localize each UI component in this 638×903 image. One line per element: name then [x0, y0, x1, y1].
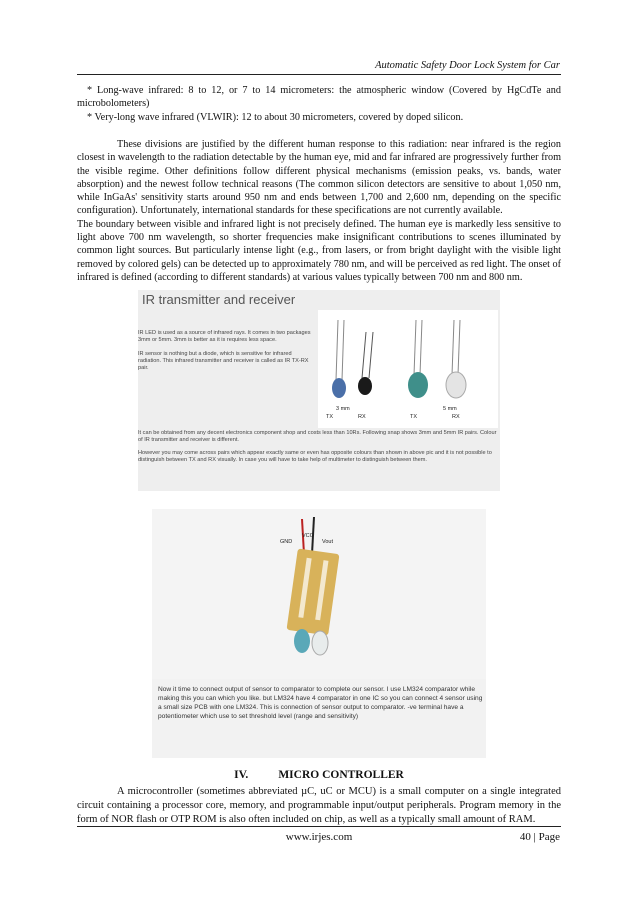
footer-rule: [77, 826, 561, 827]
bullet-list: [77, 84, 561, 124]
paragraph-microcontroller: A microcontroller (sometimes abbreviated µC, uC or MCU) is a small computer on a single integrated circuit containing a processor core, memory, and programmable input/output peripherals. Program memory in the form of NOR flash or OTP ROM is also often included on chip, as well as a typically small amount of RAM.: [77, 786, 561, 825]
header-rule: [77, 74, 561, 75]
label-vcc: VCC: [302, 533, 314, 539]
paragraph-boundary: The boundary between visible and infrared light is not precisely defined. The human eye is markedly less sensitive to light above 700 nm wavelength, so shorter frequencies make insignificant contributions to scenes illuminated by common light sources. But particularly intense light (e.g., from lasers, or from bright daylight with the visible light removed by colored gels) can be detected up to approximately 780 nm, and will be perceived as red light. The onset of infrared is defined (according to different standards) at various values typically between 700 nm and 800 nm.: [77, 218, 561, 283]
figure-title: IR transmitter and receiver: [142, 292, 296, 307]
distinguish-text: However you may come across pairs which appear exactly same or even has opposite colours than shown in above pic and it is not possible to distinguish between TX and RX visually. In case you will have to take help of multimeter to distinguish between them.: [138, 450, 492, 463]
bullet-long-wave: * Long-wave infrared: 8 to 12, or 7 to 14 micrometers: the atmospheric window (Covered by HgCdTe and microbolometers): [77, 85, 561, 110]
comparator-text: Now it time to connect output of sensor to comparator to complete our sensor. I use LM324 comparator while making this you can which you like. but LM324 have 4 comparator in one IC so you can connect 4 sensor using a small size PCB with one LM324. This is connection of sensor output to comparator. -ve terminal have a potentiometer which use to set threshold level (range and sensitivity): [158, 686, 483, 720]
ir-sensor-text: IR sensor is nothing but a diode, which is sensitive for infrared radiation. This infrared transmitter and receiver is called as IR TX-RX pair.: [138, 351, 309, 371]
sensor-board-illustration: [152, 509, 486, 679]
section-heading: [0, 769, 638, 781]
ir-led-text: IR LED is used as a source of infrared rays. It comes in two packages 3mm or 5mm. 3mm is better as it is requires less space.: [138, 330, 311, 343]
ir-led-photo: [318, 310, 498, 428]
label-3mm: 3 mm: [336, 406, 350, 412]
label-tx-5mm: TX: [410, 414, 418, 420]
availability-text: It can be obtained from any decent electronics component shop and costs less than 10Rs. Following snap shows 3mm and 5mm IR pairs. Colour of IR transmitter and receiver is different.: [138, 430, 497, 443]
label-gnd: GND: [280, 539, 293, 545]
footer-url: www.irjes.com: [285, 831, 353, 843]
figure-sensor-board: [152, 509, 486, 758]
label-vout: Vout: [322, 539, 334, 545]
label-rx-5mm: RX: [452, 414, 460, 420]
figure-left-text: [138, 330, 314, 379]
figure-ir-transmitter-receiver: [138, 290, 500, 491]
page-number: 40 | Page: [519, 831, 560, 843]
paragraph-divisions: These divisions are justified by the different human response to this radiation: near infrared is the region closest in wavelength to the radiation detectable by the human eye, mid and far infrared are progressively further from the visible regime. Other definitions follow different physical mechanisms (emission peaks, vs. bands, water absorption) and the newest follow technical reasons (The common silicon detectors are sensitive to about 1,050 nm, while InGaAs' sensitivity starts around 950 nm and ends between 1,700 and 2,600 nm, depending on the specific configuration). Unfortunately, international standards for these specifications are not currently available.: [77, 139, 561, 217]
figure-bottom-text: [138, 430, 498, 470]
section-title: MICRO CONTROLLER: [278, 769, 404, 781]
label-rx-3mm: RX: [358, 414, 366, 420]
body-text: [77, 138, 561, 284]
label-tx-3mm: TX: [326, 414, 334, 420]
sensor-board-photo: [152, 509, 486, 679]
bullet-very-long-wave: * Very-long wave infrared (VLWIR): 12 to about 30 micrometers, covered by doped silicon.: [87, 111, 464, 123]
label-5mm: 5 mm: [443, 406, 457, 412]
running-header: Automatic Safety Door Lock System for Car: [375, 60, 560, 71]
section-number: IV.: [234, 769, 249, 781]
microcontroller-text: [77, 785, 561, 827]
